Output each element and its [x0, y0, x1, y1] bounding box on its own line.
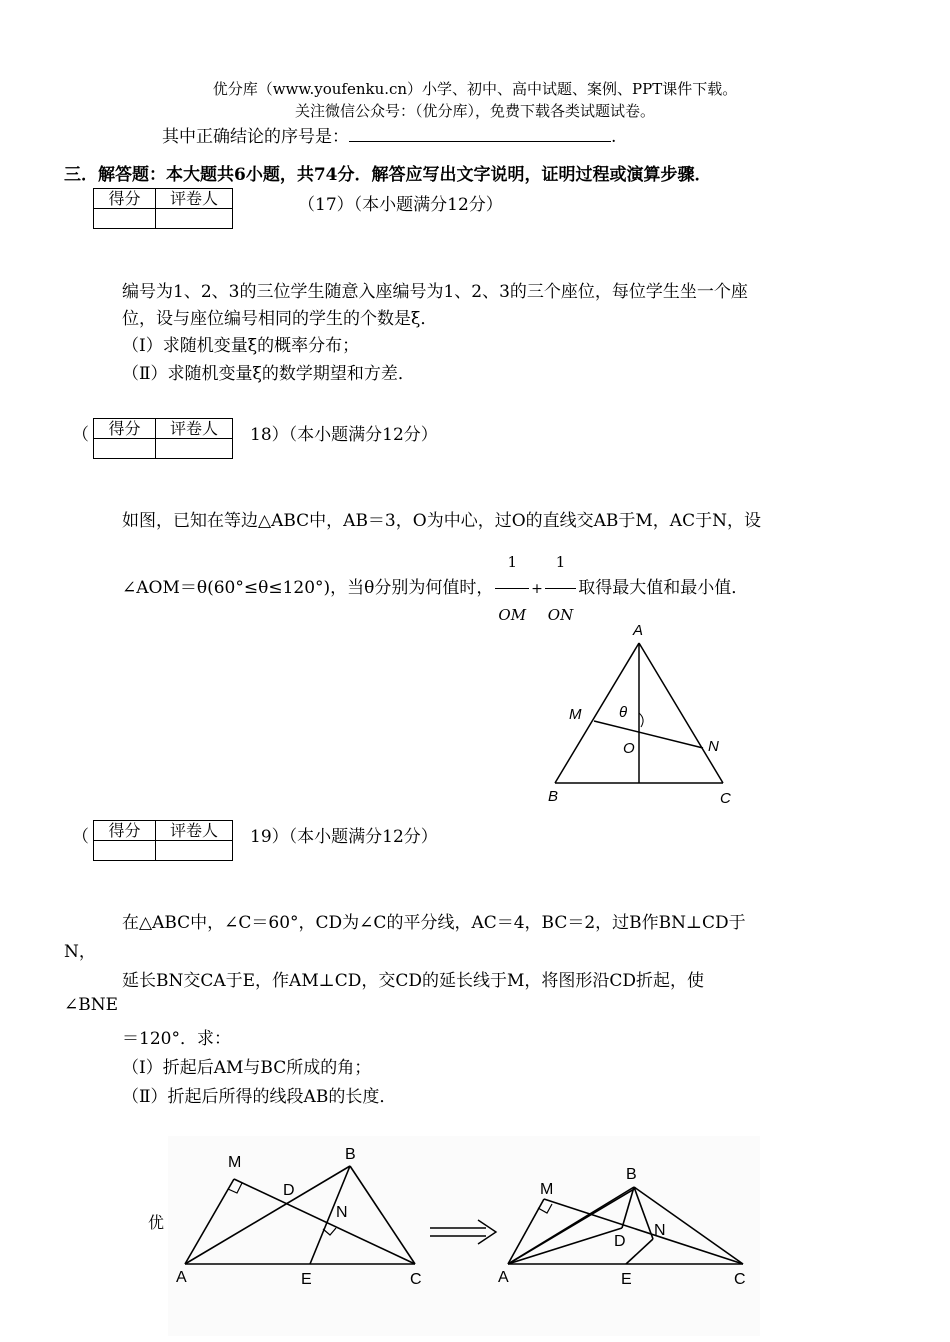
header-line-1: 优分库（www.youfenku.cn）小学、初中、高中试题、案例、PPT课件下载。 — [212, 80, 738, 98]
q19-line-2: 延长BN交CA于E，作AM⊥CD，交CD的延长线于M，将图形沿CD折起，使 — [122, 971, 705, 991]
left-label-a: A — [176, 1269, 187, 1286]
right-label-d: D — [614, 1233, 626, 1250]
grader-label: 评卷人 — [156, 821, 233, 841]
q19-part-2: （Ⅱ）折起后所得的线段AB的长度． — [122, 1087, 397, 1107]
q18-line-2-post: 取得最大值和最小值． — [578, 578, 749, 598]
q17-title: （17）（本小题满分12分） — [298, 195, 503, 215]
label-o: O — [623, 740, 635, 757]
score-label: 得分 — [94, 821, 156, 841]
q17-part-1: （Ⅰ）求随机变量ξ的概率分布； — [122, 336, 360, 356]
conclusion-end: . — [611, 127, 617, 147]
plus-sign: + — [531, 581, 543, 597]
left-label-n: N — [336, 1204, 348, 1221]
label-b: B — [548, 788, 559, 805]
grader-cell — [156, 209, 233, 229]
line-mn — [594, 721, 703, 748]
q19-line-1: 在△ABC中，∠C＝60°，CD为∠C的平分线，AC＝4，BC＝2，过B作BN⊥CD于 — [122, 913, 746, 933]
fold-figure — [168, 1136, 760, 1336]
label-theta: θ — [619, 704, 628, 721]
side-ac — [639, 643, 723, 783]
section-title: 三．解答题：本大题共6小题，共74分．解答应写出文字说明，证明过程或演算步骤． — [64, 165, 712, 185]
frac-den: ON — [547, 606, 574, 624]
right-label-a: A — [498, 1269, 509, 1286]
fraction-1-om — [495, 536, 529, 641]
conclusion-label: 其中正确结论的序号是： — [162, 127, 349, 147]
score-label: 得分 — [94, 419, 156, 439]
q19-part-1: （Ⅰ）折起后AM与BC所成的角； — [122, 1058, 372, 1078]
q18-title: 18）（本小题满分12分） — [250, 425, 438, 445]
left-label-b: B — [345, 1146, 356, 1163]
left-label-e: E — [301, 1271, 312, 1288]
label-m: M — [569, 706, 582, 723]
label-a: A — [633, 622, 644, 639]
right-label-n: N — [654, 1222, 666, 1239]
triangle-figure — [540, 615, 750, 810]
q19-title: 19）（本小题满分12分） — [250, 827, 438, 847]
right-label-c: C — [734, 1271, 746, 1288]
left-label-m: M — [228, 1154, 242, 1171]
grader-label: 评卷人 — [156, 189, 233, 209]
grader-cell — [156, 439, 233, 459]
score-box-19 — [93, 820, 233, 861]
q19-open-paren: （ — [72, 827, 89, 847]
conclusion-line — [162, 122, 616, 147]
right-label-b: B — [626, 1166, 637, 1183]
frac-num: 1 — [495, 536, 529, 589]
frac-num: 1 — [545, 536, 576, 589]
score-box-17 — [93, 188, 233, 229]
q17-line-2: 位，设与座位编号相同的学生的个数是ξ． — [122, 309, 438, 329]
q17-part-2: （Ⅱ）求随机变量ξ的数学期望和方差． — [122, 364, 415, 384]
score-box-18 — [93, 418, 233, 459]
label-n: N — [708, 738, 719, 755]
score-cell — [94, 209, 156, 229]
watermark-char: 优 — [148, 1213, 165, 1232]
q19-line-3: ＝120°．求： — [122, 1029, 231, 1049]
grader-cell — [156, 841, 233, 861]
q17-line-1: 编号为1、2、3的三位学生随意入座编号为1、2、3的三个座位，每位学生坐一个座 — [122, 282, 748, 302]
label-c: C — [720, 790, 731, 807]
frac-den: OM — [498, 606, 527, 624]
grader-label: 评卷人 — [156, 419, 233, 439]
q18-open-paren: （ — [72, 425, 89, 445]
q18-line-1: 如图，已知在等边△ABC中，AB＝3，O为中心，过O的直线交AB于M，AC于N，设 — [122, 511, 761, 531]
left-label-d: D — [283, 1182, 295, 1199]
left-label-c: C — [410, 1271, 422, 1288]
score-cell — [94, 841, 156, 861]
score-cell — [94, 439, 156, 459]
header-line-2: 关注微信公众号：（优分库），免费下载各类试题试卷。 — [294, 102, 655, 120]
right-label-e: E — [621, 1271, 632, 1288]
score-label: 得分 — [94, 189, 156, 209]
q19-line-1b: N， — [64, 942, 96, 962]
right-label-m: M — [540, 1181, 554, 1198]
q19-line-2b: ∠BNE — [64, 995, 119, 1015]
q18-line-2-pre: ∠AOM＝θ(60°≤θ≤120°)，当θ分别为何值时， — [122, 578, 494, 598]
answer-blank — [349, 126, 611, 142]
